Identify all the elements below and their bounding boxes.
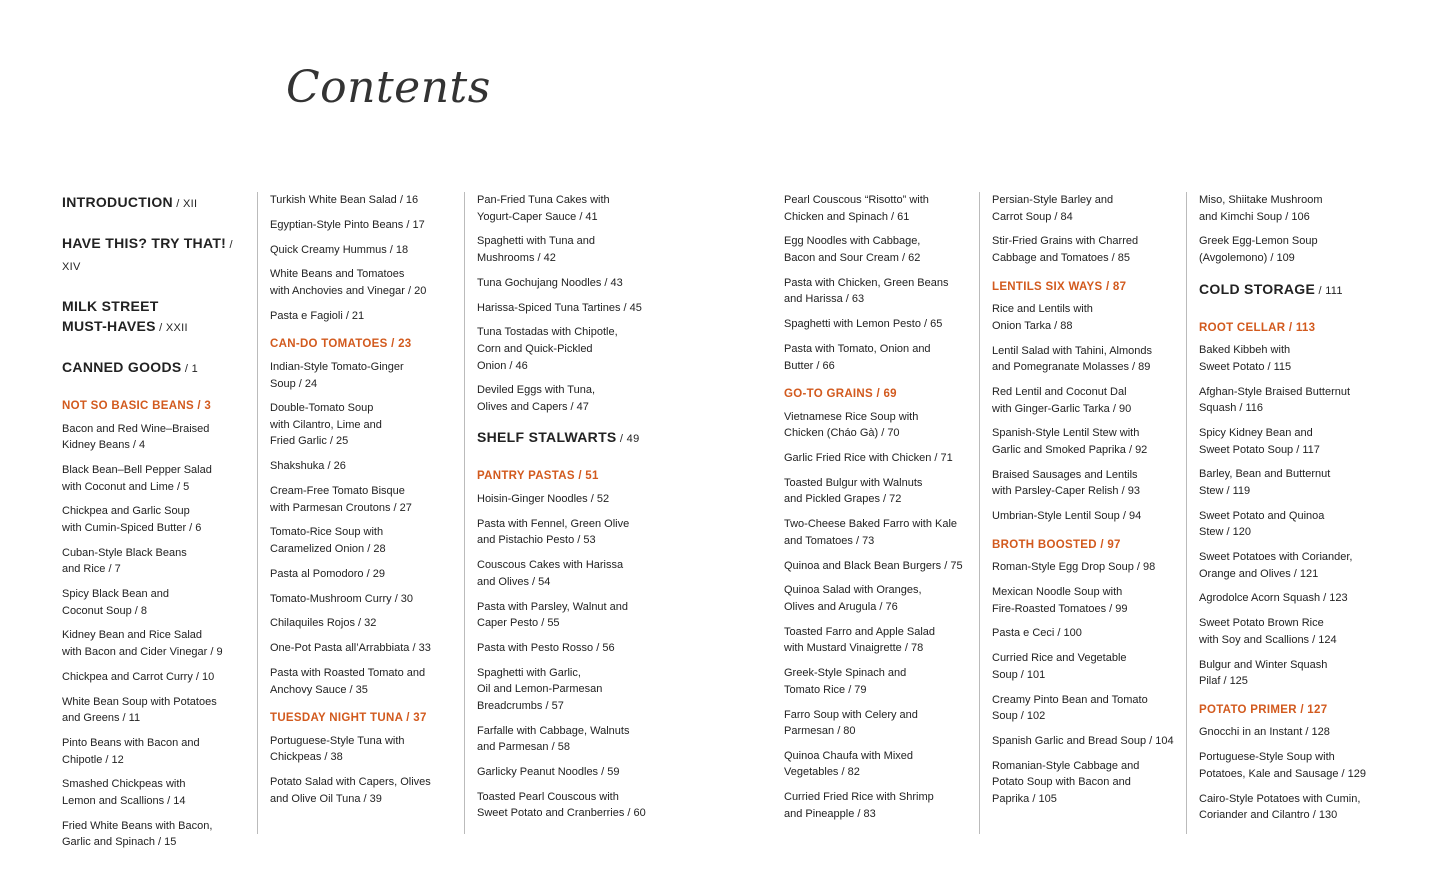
toc-entry: Harissa-Spiced Tuna Tartines / 45 [477,301,642,314]
toc-section-heading [62,233,252,277]
toc-entry: Chickpea and Carrot Curry / 10 [62,670,215,683]
toc-section-heading [62,357,252,379]
toc-entry: Baked Kibbeh with Sweet Potato / 115 [1199,344,1292,373]
toc-entry: Chickpea and Garlic Soup with Cumin-Spiced Butter / 6 [62,505,202,534]
toc-entry: Pasta e Ceci / 100 [992,627,1082,640]
toc-entry: Double-Tomato Soup with Cilantro, Lime and Fried Garlic / 25 [270,402,382,448]
toc-entry: Spicy Black Bean and Coconut Soup / 8 [62,588,170,617]
toc-chapter-heading: NOT SO BASIC BEANS / 3 [62,400,212,412]
toc-entry: Lentil Salad with Tahini, Almonds and Pomegranate Molasses / 89 [992,344,1153,374]
toc-section-heading [62,296,252,338]
toc-entry: Curried Fried Rice with Shrimp and Pineapple / 83 [784,791,934,820]
toc-entry: Hoisin-Ginger Noodles / 52 [477,493,610,506]
toc-chapter-heading: GO-TO GRAINS / 69 [784,388,897,401]
toc-entry: Persian-Style Barley and Carrot Soup / 84 [992,194,1114,223]
toc-entry: Pan-Fried Tuna Cakes with Yogurt-Caper Sauce / 41 [477,194,610,223]
page-title: Contents [286,62,491,113]
toc-entry: One-Pot Pasta all’Arrabbiata / 33 [270,642,431,655]
toc-entry: Shakshuka / 26 [270,460,346,473]
section-title: INTRODUCTION [62,194,173,210]
toc-entry: Pearl Couscous “Risotto” with Chicken and Spinach / 61 [784,194,929,223]
toc-entry: Creamy Pinto Bean and Tomato Soup / 102 [992,693,1148,723]
toc-entry: Sweet Potatoes with Coriander, Orange and Olives / 121 [1199,551,1353,580]
toc-entry: Pasta with Chicken, Green Beans and Harissa / 63 [784,276,949,306]
toc-entry: Pasta with Pesto Rosso / 56 [477,641,615,654]
toc-entry: Spicy Kidney Bean and Sweet Potato Soup / 117 [1199,426,1320,456]
toc-entry: White Bean Soup with Potatoes and Greens / 11 [62,695,217,725]
toc-entry: Toasted Pearl Couscous with Sweet Potato and Cranberries / 60 [477,790,646,820]
toc-entry: Pasta with Parsley, Walnut and Caper Pesto / 55 [477,600,629,630]
toc-entry: Spaghetti with Garlic, Oil and Lemon-Parmesan Breadcrumbs / 57 [477,666,603,712]
toc-chapter-heading: PANTRY PASTAS / 51 [477,470,599,483]
toc-entry: Vietnamese Rice Soup with Chicken (Cháo Gà) / 70 [784,410,919,440]
toc-column-3 [464,192,694,834]
toc-entry: Bacon and Red Wine–Braised Kidney Beans / 4 [62,422,210,452]
toc-entry: Quinoa Salad with Oranges, Olives and Arugula / 76 [784,584,922,613]
toc-entry: Couscous Cakes with Harissa and Olives / 54 [477,559,624,588]
toc-entry: Pasta e Fagioli / 21 [270,309,365,322]
toc-entry: Barley, Bean and Butternut Stew / 119 [1199,468,1331,497]
section-page-number: / 111 [1315,284,1343,297]
toc-entry: Sweet Potato and Quinoa Stew / 120 [1199,509,1325,539]
toc-entry: Black Bean–Bell Pepper Salad with Coconut and Lime / 5 [62,463,212,493]
section-page-number: / 49 [616,433,640,446]
toc-entry: Garlicky Peanut Noodles / 59 [477,766,620,779]
toc-entry: Greek Egg-Lemon Soup (Avgolemono) / 109 [1199,235,1318,264]
toc-column-2 [257,192,462,834]
toc-entry: Toasted Bulgur with Walnuts and Pickled Grapes / 72 [784,476,923,506]
toc-entry: Pinto Beans with Bacon and Chipotle / 12 [62,737,200,766]
section-title: CANNED GOODS [62,359,182,375]
toc-entry: Tomato-Rice Soup with Caramelized Onion / 28 [270,526,386,555]
toc-entry: Tomato-Mushroom Curry / 30 [270,592,414,605]
toc-entry: Quinoa and Black Bean Burgers / 75 [784,559,963,572]
toc-entry: Pasta with Tomato, Onion and Butter / 66 [784,342,931,372]
toc-column-4 [784,192,974,831]
section-title: HAVE THIS? TRY THAT! [62,235,227,251]
toc-entry: Spaghetti with Lemon Pesto / 65 [784,318,943,331]
toc-entry: Quinoa Chaufa with Mixed Vegetables / 82 [784,749,914,779]
toc-entry: Spaghetti with Tuna and Mushrooms / 42 [477,235,596,264]
section-title: COLD STORAGE [1199,280,1316,297]
toc-entry: Afghan-Style Braised Butternut Squash / 116 [1199,385,1351,415]
toc-entry: Umbrian-Style Lentil Soup / 94 [992,510,1142,523]
toc-chapter-heading: ROOT CELLAR / 113 [1199,321,1316,334]
toc-entry: Roman-Style Egg Drop Soup / 98 [992,561,1156,574]
toc-entry: Two-Cheese Baked Farro with Kale and Tomatoes / 73 [784,518,958,547]
toc-entry: Greek-Style Spinach and Tomato Rice / 79 [784,667,907,696]
toc-entry: Portuguese-Style Soup with Potatoes, Kale and Sausage / 129 [1199,751,1366,780]
toc-entry: Smashed Chickpeas with Lemon and Scallions / 14 [62,778,186,807]
toc-section-heading [1199,279,1386,301]
toc-entry: Pasta with Fennel, Green Olive and Pistachio Pesto / 53 [477,517,630,547]
section-page-number: / XXII [155,322,188,334]
toc-entry: Tuna Tostadas with Chipotle, Corn and Quick-Pickled Onion / 46 [477,326,618,372]
toc-entry: Red Lentil and Coconut Dal with Ginger-Garlic Tarka / 90 [992,385,1132,415]
toc-entry: Braised Sausages and Lentils with Parsley-Caper Relish / 93 [992,468,1140,498]
toc-entry: Romanian-Style Cabbage and Potato Soup with Bacon and Paprika / 105 [992,759,1140,805]
toc-entry: Farro Soup with Celery and Parmesan / 80 [784,708,918,738]
section-title: SHELF STALWARTS [477,429,617,446]
toc-entry: Spanish Garlic and Bread Soup / 104 [992,734,1174,747]
toc-column-6 [1186,192,1386,834]
toc-entry: Potato Salad with Capers, Olives and Olive Oil Tuna / 39 [270,776,431,805]
toc-entry: Gnocchi in an Instant / 128 [1199,726,1330,739]
toc-entry: Farfalle with Cabbage, Walnuts and Parmesan / 58 [477,724,630,754]
toc-chapter-heading: CAN-DO TOMATOES / 23 [270,338,412,351]
toc-entry: Turkish White Bean Salad / 16 [270,194,419,206]
toc-entry: Pasta al Pomodoro / 29 [270,567,385,580]
toc-entry: Deviled Eggs with Tuna, Olives and Capers / 47 [477,384,596,413]
toc-section-heading [477,427,694,449]
toc-entry: Fried White Beans with Bacon, Garlic and Spinach / 15 [62,819,213,849]
toc-entry: Indian-Style Tomato-Ginger Soup / 24 [270,360,404,390]
toc-entry: Agrodolce Acorn Squash / 123 [1199,592,1348,605]
toc-entry: Egyptian-Style Pinto Beans / 17 [270,218,425,231]
toc-entry: Cairo-Style Potatoes with Cumin, Coriander and Cilantro / 130 [1199,792,1361,822]
toc-chapter-heading: LENTILS SIX WAYS / 87 [992,280,1127,293]
section-page-number: / XIV [62,239,233,273]
toc-entry: Kidney Bean and Rice Salad with Bacon and Cider Vinegar / 9 [62,629,223,659]
toc-entry: Portuguese-Style Tuna with Chickpeas / 38 [270,734,405,764]
toc-entry: Curried Rice and Vegetable Soup / 101 [992,652,1127,681]
toc-entry: Sweet Potato Brown Rice with Soy and Scallions / 124 [1199,617,1337,646]
section-page-number: / XII [172,198,198,210]
toc-entry: Bulgur and Winter Squash Pilaf / 125 [1199,658,1328,688]
toc-column-5 [979,192,1184,834]
toc-entry: Rice and Lentils with Onion Tarka / 88 [992,303,1093,332]
toc-entry: Cuban-Style Black Beans and Rice / 7 [62,546,187,576]
toc-entry: Quick Creamy Hummus / 18 [270,243,409,256]
toc-entry: Toasted Farro and Apple Salad with Mustard Vinaigrette / 78 [784,625,936,655]
toc-section-heading [62,192,252,214]
toc-entry: Pasta with Roasted Tomato and Anchovy Sauce / 35 [270,666,426,696]
toc-entry: Egg Noodles with Cabbage, Bacon and Sour Cream / 62 [784,235,921,264]
toc-entry: Chilaquiles Rojos / 32 [270,617,377,630]
toc-chapter-heading: POTATO PRIMER / 127 [1199,703,1328,716]
section-title: MILK STREET MUST-HAVES [62,298,159,334]
toc-chapter-heading: TUESDAY NIGHT TUNA / 37 [270,712,427,725]
toc-chapter-heading: BROTH BOOSTED / 97 [992,538,1121,551]
toc-entry: Mexican Noodle Soup with Fire-Roasted Tomatoes / 99 [992,586,1128,615]
section-page-number: / 1 [181,363,198,375]
toc-entry: Cream-Free Tomato Bisque with Parmesan Croutons / 27 [270,485,412,514]
toc-entry: White Beans and Tomatoes with Anchovies and Vinegar / 20 [270,268,427,297]
toc-entry: Spanish-Style Lentil Stew with Garlic and Smoked Paprika / 92 [992,427,1148,456]
toc-column-1 [62,192,252,859]
toc-entry: Miso, Shiitake Mushroom and Kimchi Soup / 106 [1199,194,1323,223]
toc-entry: Stir-Fried Grains with Charred Cabbage and Tomatoes / 85 [992,235,1139,264]
toc-entry: Tuna Gochujang Noodles / 43 [477,276,623,289]
toc-entry: Garlic Fried Rice with Chicken / 71 [784,452,953,465]
